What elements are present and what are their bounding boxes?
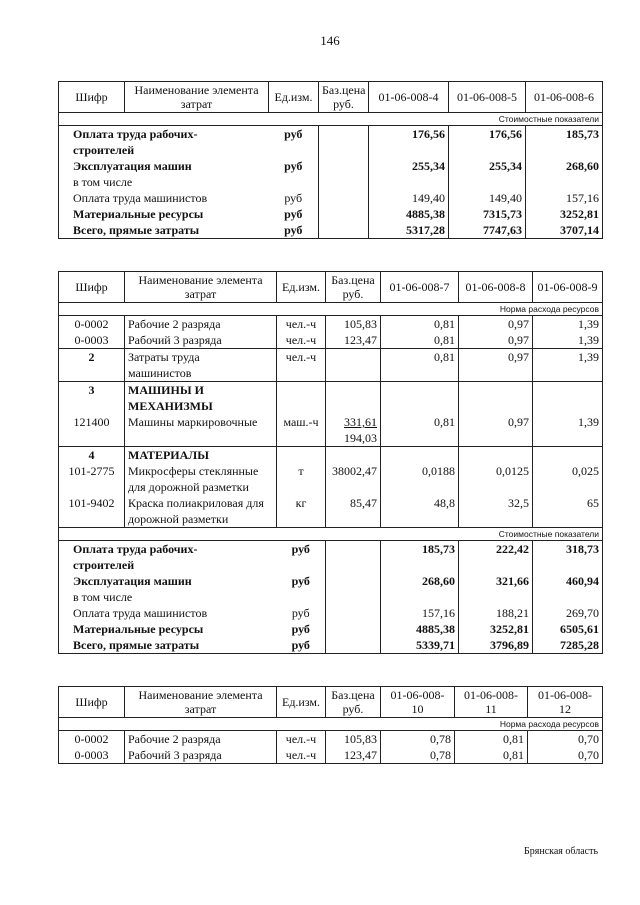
table-header-row xyxy=(59,272,603,303)
row-unit: маш.-ч xyxy=(277,414,326,430)
row-unit: чел.-ч xyxy=(277,349,326,382)
table-row xyxy=(59,206,603,222)
row-value: 4885,38 xyxy=(369,206,449,222)
row-price xyxy=(326,637,381,654)
row-value: 0,97 xyxy=(459,349,533,382)
row-unit: руб xyxy=(284,159,303,173)
row-price xyxy=(319,174,369,190)
row-code: 101-9402 xyxy=(68,496,115,510)
row-value: 3796,89 xyxy=(459,637,533,654)
row-price: 85,47 xyxy=(326,495,381,528)
row-unit: руб xyxy=(291,606,310,620)
row-name: Машины маркировочные xyxy=(125,414,277,430)
section-label: Норма расхода ресурсов xyxy=(59,718,603,731)
header-price: Баз.цена руб. xyxy=(326,687,381,718)
row-value: 5317,28 xyxy=(369,222,449,239)
row-name: Всего, прямые затраты xyxy=(73,638,200,652)
row-value: 3707,14 xyxy=(526,222,603,239)
row-value: 4885,38 xyxy=(381,621,459,637)
row-unit: руб xyxy=(291,574,310,588)
row-value: 318,73 xyxy=(533,541,603,574)
table-row xyxy=(59,174,603,190)
row-unit: руб xyxy=(291,622,310,636)
row-value: 5339,71 xyxy=(381,637,459,654)
header-code: Шифр xyxy=(59,272,125,303)
row-unit xyxy=(269,174,319,190)
row-value: 0,81 xyxy=(381,316,459,333)
row-value: 188,21 xyxy=(459,605,533,621)
table-row xyxy=(59,349,603,382)
row-value: 149,40 xyxy=(369,190,449,206)
table-row xyxy=(59,747,603,764)
row-value: 255,34 xyxy=(449,158,526,174)
row-name: Материальные ресурсы xyxy=(73,622,204,636)
table-row xyxy=(59,316,603,333)
section-label: Стоимостные показатели xyxy=(59,528,603,541)
row-value: 32,5 xyxy=(459,495,533,528)
row-value: 1,39 xyxy=(533,332,603,349)
header-price: Баз.цена руб. xyxy=(326,272,381,303)
row-value: 0,81 xyxy=(381,414,459,430)
row-price: 38002,47 xyxy=(326,463,381,495)
table-row xyxy=(59,190,603,206)
row-price xyxy=(319,158,369,174)
section-label-row xyxy=(59,718,603,731)
section-label-row xyxy=(59,113,603,126)
table-row xyxy=(59,731,603,748)
row-value xyxy=(381,589,459,605)
row-unit xyxy=(277,382,326,415)
row-code: 121400 xyxy=(73,415,110,429)
row-value: 176,56 xyxy=(369,126,449,159)
row-unit: руб xyxy=(284,223,303,237)
header-rate-code: 01-06-008-6 xyxy=(526,82,603,113)
row-value xyxy=(526,174,603,190)
row-unit: т xyxy=(277,463,326,495)
row-value: 1,39 xyxy=(533,414,603,430)
table-row xyxy=(59,382,603,415)
row-name: Рабочий 3 разряда xyxy=(125,747,277,764)
row-value xyxy=(533,589,603,605)
row-value xyxy=(533,430,603,447)
row-value: 185,73 xyxy=(381,541,459,574)
row-name: Рабочий 3 разряда xyxy=(125,332,277,349)
row-name: в том числе xyxy=(73,175,133,189)
resource-table-3 xyxy=(58,686,603,764)
table-header-row xyxy=(59,687,603,718)
row-name: МАТЕРИАЛЫ xyxy=(125,447,277,464)
row-name: Краска полиакриловая для дорожной разметки xyxy=(125,495,277,528)
row-value: 0,81 xyxy=(455,747,528,764)
header-rate-code: 01-06-008- 12 xyxy=(528,687,603,718)
page-number: 146 xyxy=(320,33,340,48)
table-row xyxy=(59,463,603,495)
row-value: 268,60 xyxy=(526,158,603,174)
table-row xyxy=(59,637,603,654)
row-value xyxy=(459,430,533,447)
header-rate-code: 01-06-008-9 xyxy=(533,272,603,303)
row-unit: руб xyxy=(291,542,310,556)
row-unit: руб xyxy=(284,127,303,141)
row-price: 331,61 xyxy=(326,414,381,430)
row-name: Всего, прямые затраты xyxy=(73,223,200,237)
header-name: Наименование элемента затрат xyxy=(125,272,277,303)
row-value: 65 xyxy=(533,495,603,528)
table-header-row xyxy=(59,82,603,113)
row-name: Оплата труда машинистов xyxy=(73,191,208,205)
row-value: 0,0188 xyxy=(381,463,459,495)
row-value xyxy=(381,447,459,464)
row-name: Материальные ресурсы xyxy=(73,207,204,221)
row-code: 101-2775 xyxy=(68,464,115,478)
table-row xyxy=(59,605,603,621)
table-row xyxy=(59,414,603,430)
row-unit: чел.-ч xyxy=(277,316,326,333)
header-price: Баз.цена руб. xyxy=(319,82,369,113)
row-value xyxy=(459,447,533,464)
row-price xyxy=(319,190,369,206)
row-name: Оплата труда рабочих- строителей xyxy=(73,127,198,157)
row-name: Затраты труда машинистов xyxy=(125,349,277,382)
footer-region: Брянская область xyxy=(524,846,599,857)
table-row xyxy=(59,430,603,447)
row-code: 0-0002 xyxy=(74,732,109,746)
row-value: 0,025 xyxy=(533,463,603,495)
row-value: 268,60 xyxy=(381,573,459,589)
row-price xyxy=(319,126,369,159)
row-value xyxy=(381,382,459,415)
row-value: 157,16 xyxy=(381,605,459,621)
header-unit: Ед.изм. xyxy=(277,272,326,303)
row-value: 176,56 xyxy=(449,126,526,159)
row-value: 3252,81 xyxy=(526,206,603,222)
row-code: 0-0003 xyxy=(74,333,109,347)
header-unit: Ед.изм. xyxy=(269,82,319,113)
row-price xyxy=(319,222,369,239)
row-unit: чел.-ч xyxy=(277,747,326,764)
row-price xyxy=(326,541,381,574)
row-code: 3 xyxy=(59,382,125,415)
header-rate-code: 01-06-008-8 xyxy=(459,272,533,303)
header-rate-code: 01-06-008-7 xyxy=(381,272,459,303)
header-rate-code: 01-06-008-4 xyxy=(369,82,449,113)
row-name: Рабочие 2 разряда xyxy=(125,316,277,333)
row-unit: руб xyxy=(284,191,303,205)
row-value: 0,70 xyxy=(528,747,603,764)
row-name: Оплата труда рабочих- строителей xyxy=(73,542,198,572)
row-value: 0,70 xyxy=(528,731,603,748)
row-value xyxy=(533,447,603,464)
row-code: 2 xyxy=(59,349,125,382)
row-value: 0,97 xyxy=(459,414,533,430)
row-value: 0,97 xyxy=(459,316,533,333)
row-price xyxy=(326,382,381,415)
row-code: 4 xyxy=(59,447,125,464)
row-value: 149,40 xyxy=(449,190,526,206)
row-value: 48,8 xyxy=(381,495,459,528)
row-value: 7315,73 xyxy=(449,206,526,222)
row-value xyxy=(381,430,459,447)
section-label: Норма расхода ресурсов xyxy=(59,303,603,316)
row-code xyxy=(59,430,125,447)
section-label-row xyxy=(59,303,603,316)
row-price xyxy=(326,621,381,637)
row-value: 0,81 xyxy=(381,349,459,382)
row-value xyxy=(533,382,603,415)
table-row xyxy=(59,573,603,589)
row-price xyxy=(326,349,381,382)
header-unit: Ед.изм. xyxy=(277,687,326,718)
row-unit: руб xyxy=(284,207,303,221)
row-unit: кг xyxy=(277,495,326,528)
header-rate-code: 01-06-008- 10 xyxy=(381,687,455,718)
row-price: 194,03 xyxy=(326,430,381,447)
row-unit xyxy=(277,589,326,605)
row-value: 0,0125 xyxy=(459,463,533,495)
row-value: 269,70 xyxy=(533,605,603,621)
row-value: 185,73 xyxy=(526,126,603,159)
row-value: 0,78 xyxy=(381,731,455,748)
row-unit xyxy=(277,430,326,447)
table-row xyxy=(59,447,603,464)
section-label: Стоимостные показатели xyxy=(59,113,603,126)
row-price: 105,83 xyxy=(326,316,381,333)
row-value xyxy=(459,382,533,415)
row-value: 7747,63 xyxy=(449,222,526,239)
header-rate-code: 01-06-008-5 xyxy=(449,82,526,113)
row-price: 123,47 xyxy=(326,747,381,764)
row-price: 105,83 xyxy=(326,731,381,748)
table-row xyxy=(59,126,603,159)
row-code: 0-0002 xyxy=(74,317,109,331)
row-name: Эксплуатация машин xyxy=(73,159,192,173)
row-name: МАШИНЫ И МЕХАНИЗМЫ xyxy=(125,382,277,415)
row-name: Рабочие 2 разряда xyxy=(125,731,277,748)
header-name: Наименование элемента затрат xyxy=(125,687,277,718)
table-row xyxy=(59,332,603,349)
row-value: 0,97 xyxy=(459,332,533,349)
row-unit: чел.-ч xyxy=(277,332,326,349)
row-unit: чел.-ч xyxy=(277,731,326,748)
table-row xyxy=(59,589,603,605)
row-name xyxy=(125,430,277,447)
row-value: 0,81 xyxy=(381,332,459,349)
row-value: 255,34 xyxy=(369,158,449,174)
row-value xyxy=(369,174,449,190)
header-code: Шифр xyxy=(59,687,125,718)
table-row xyxy=(59,621,603,637)
header-name: Наименование элемента затрат xyxy=(125,82,269,113)
row-price: 123,47 xyxy=(326,332,381,349)
header-code: Шифр xyxy=(59,82,125,113)
header-rate-code: 01-06-008- 11 xyxy=(455,687,528,718)
row-value: 460,94 xyxy=(533,573,603,589)
row-value: 7285,28 xyxy=(533,637,603,654)
section-label-row xyxy=(59,528,603,541)
row-value: 0,78 xyxy=(381,747,455,764)
row-code: 0-0003 xyxy=(74,748,109,762)
row-unit xyxy=(277,447,326,464)
row-value: 1,39 xyxy=(533,349,603,382)
row-price xyxy=(326,605,381,621)
row-price xyxy=(319,206,369,222)
row-price xyxy=(326,589,381,605)
row-name: Эксплуатация машин xyxy=(73,574,192,588)
table-row xyxy=(59,222,603,239)
row-value: 6505,61 xyxy=(533,621,603,637)
row-unit: руб xyxy=(291,638,310,652)
row-value: 321,66 xyxy=(459,573,533,589)
row-value: 3252,81 xyxy=(459,621,533,637)
table-row xyxy=(59,158,603,174)
table-row xyxy=(59,541,603,574)
row-value: 157,16 xyxy=(526,190,603,206)
row-value xyxy=(449,174,526,190)
row-value: 1,39 xyxy=(533,316,603,333)
resource-table-2 xyxy=(58,271,603,654)
row-name: Микросферы стеклянные для дорожной разметки xyxy=(125,463,277,495)
table-row xyxy=(59,495,603,528)
row-name: Оплата труда машинистов xyxy=(73,606,208,620)
row-value: 222,42 xyxy=(459,541,533,574)
row-price xyxy=(326,573,381,589)
row-name: в том числе xyxy=(73,590,133,604)
row-price xyxy=(326,447,381,464)
resource-table-1 xyxy=(58,81,603,239)
row-value xyxy=(459,589,533,605)
row-value: 0,81 xyxy=(455,731,528,748)
